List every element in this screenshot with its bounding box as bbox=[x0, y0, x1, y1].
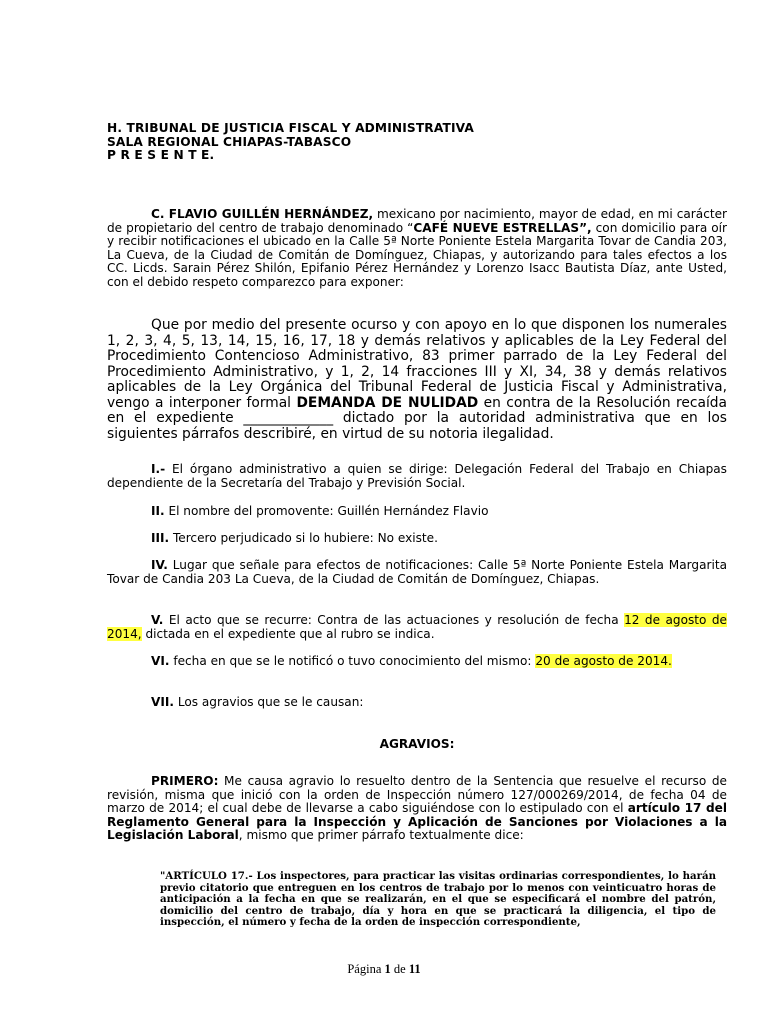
primero-paragraph bbox=[107, 775, 727, 843]
footer-of-word: de bbox=[393, 962, 406, 976]
item-iii-text: Tercero perjudicado si lo hubiere: No existe. bbox=[169, 531, 438, 545]
item-iv-text: Lugar que señale para efectos de notificaciones: Calle 5ª Norte Poniente Estela Margarita Tovar de Candia 203 La Cueva, de la Ciudad de Comitán de Domínguez, Chiapas. bbox=[107, 558, 727, 586]
item-ii bbox=[107, 505, 727, 519]
footer-page-number: 1 bbox=[384, 962, 391, 976]
item-ii-text: El nombre del promovente: Guillén Hernández Flavio bbox=[164, 504, 489, 518]
item-vi-label: VI. bbox=[151, 654, 170, 668]
item-v-label: V. bbox=[151, 613, 164, 627]
item-i-label: I.- bbox=[151, 462, 166, 476]
item-vi bbox=[107, 655, 727, 669]
header-line-tribunal: H. TRIBUNAL DE JUSTICIA FISCAL Y ADMINISTRATIVA bbox=[107, 121, 474, 135]
item-i bbox=[107, 463, 727, 490]
item-v-date-highlight: 12 de agosto de 2014, bbox=[107, 613, 727, 641]
item-vii bbox=[107, 696, 727, 710]
addressee-header bbox=[107, 122, 727, 163]
agravios-heading: AGRAVIOS: bbox=[379, 737, 455, 751]
item-i-text: El órgano administrativo a quien se dirige: Delegación Federal del Trabajo en Chiapas dependiente de la Secretaría del Trabajo y Previsión Social. bbox=[107, 462, 727, 490]
item-iii-label: III. bbox=[151, 531, 170, 545]
demand-text-1: Que por medio del presente ocurso y con apoyo en lo que disponen los numerales 1, 2, 3, 4, 5, 13, 14, 15, 16, 17, 18 y demás relativos y aplicables de la Ley Federal del Procedimiento Contencioso Administrativo, 83 primer parrado de la Ley Federal del Procedimiento Administrativo, y 1, 2, 14 fracciones III y XI, 34, 38 y demás relativos aplicables de la Ley Orgánica del Tribunal Federal de Justicia Fiscal y Administrativa, vengo a interponer formal bbox=[107, 317, 727, 411]
footer-total-pages: 11 bbox=[408, 962, 421, 976]
item-iv bbox=[107, 559, 727, 586]
item-v-text-1: El acto que se recurre: Contra de las actuaciones y resolución de fecha bbox=[163, 613, 625, 627]
intro-paragraph bbox=[107, 208, 727, 290]
page-footer bbox=[0, 962, 768, 977]
primero-text-2: , mismo que primer párrafo textualmente dice: bbox=[238, 828, 524, 843]
item-v-text-2: dictada en el expediente que al rubro se indica. bbox=[141, 626, 435, 641]
demand-title: DEMANDA DE NULIDAD bbox=[296, 394, 479, 411]
intro-text-1: mexicano por nacimiento, mayor de edad, en mi carácter de propietario del centro de trabajo denominado “ bbox=[107, 207, 727, 235]
footer-page-word: Página bbox=[347, 962, 382, 976]
demand-text-2: en contra de la Resolución recaída en el expediente _____________ dictado por la autoridad administrativa que en los siguientes párrafos describiré, en virtud de su notoria ilegalidad. bbox=[107, 394, 727, 442]
business-name: CAFÉ NUEVE ESTRELLAS”, bbox=[413, 220, 592, 235]
item-v bbox=[107, 614, 727, 641]
item-iii bbox=[107, 532, 727, 546]
primero-label: PRIMERO: bbox=[151, 774, 219, 788]
header-line-sala: SALA REGIONAL CHIAPAS-TABASCO bbox=[107, 134, 352, 149]
article-17-quote: "ARTÍCULO 17.- Los inspectores, para practicar las visitas ordinarias correspondientes, lo harán previo citatorio que entreguen en los centros de trabajo por lo menos con veinticuatro horas de anticipación a la fecha en que se realizarán, en el que se especificará el nombre del patrón, domicilio del centro de trabajo, día y hora en que se practicará la diligencia, el tipo de inspección, el número y fecha de la orden de inspección correspondiente, bbox=[160, 870, 716, 929]
item-vii-label: VII. bbox=[151, 695, 174, 709]
intro-text-2: con domicilio para oír y recibir notificaciones el ubicado en la Calle 5ª Norte Poniente Estela Margarita Tovar de Candia 203, La Cueva, de la Ciudad de Comitán de Domínguez, Chiapas, y autorizando para tales efectos a los CC. Licds. Sarain Pérez Shilón, Epifanio Pérez Hernández y Lorenzo Isacc Bautista Díaz, ante Usted, con el debido respeto comparezco para exponer: bbox=[107, 220, 728, 289]
primero-article-reference: artículo 17 del Reglamento General para la Inspección y Aplicación de Sanciones por Violaciones a la Legislación Laboral bbox=[107, 801, 727, 843]
petitioner-name: C. FLAVIO GUILLÉN HERNÁNDEZ, bbox=[151, 207, 374, 221]
item-ii-label: II. bbox=[151, 504, 165, 518]
demand-paragraph bbox=[107, 318, 727, 442]
primero-text-1: Me causa agravio lo resuelto dentro de la Sentencia que resuelve el recurso de revisión, misma que inició con la orden de Inspección número 127/000269/2014, de fecha 04 de marzo de 2014; el cual debe de llevarse a cabo siguiéndose con lo estipulado con el bbox=[107, 774, 727, 816]
item-iv-label: IV. bbox=[151, 558, 168, 572]
header-line-presente: P R E S E N T E. bbox=[107, 148, 215, 162]
item-vi-date-highlight: 20 de agosto de 2014. bbox=[535, 654, 672, 668]
item-vi-text: fecha en que se le notificó o tuvo conocimiento del mismo: bbox=[169, 654, 536, 668]
item-vii-text: Los agravios que se le causan: bbox=[173, 695, 364, 709]
